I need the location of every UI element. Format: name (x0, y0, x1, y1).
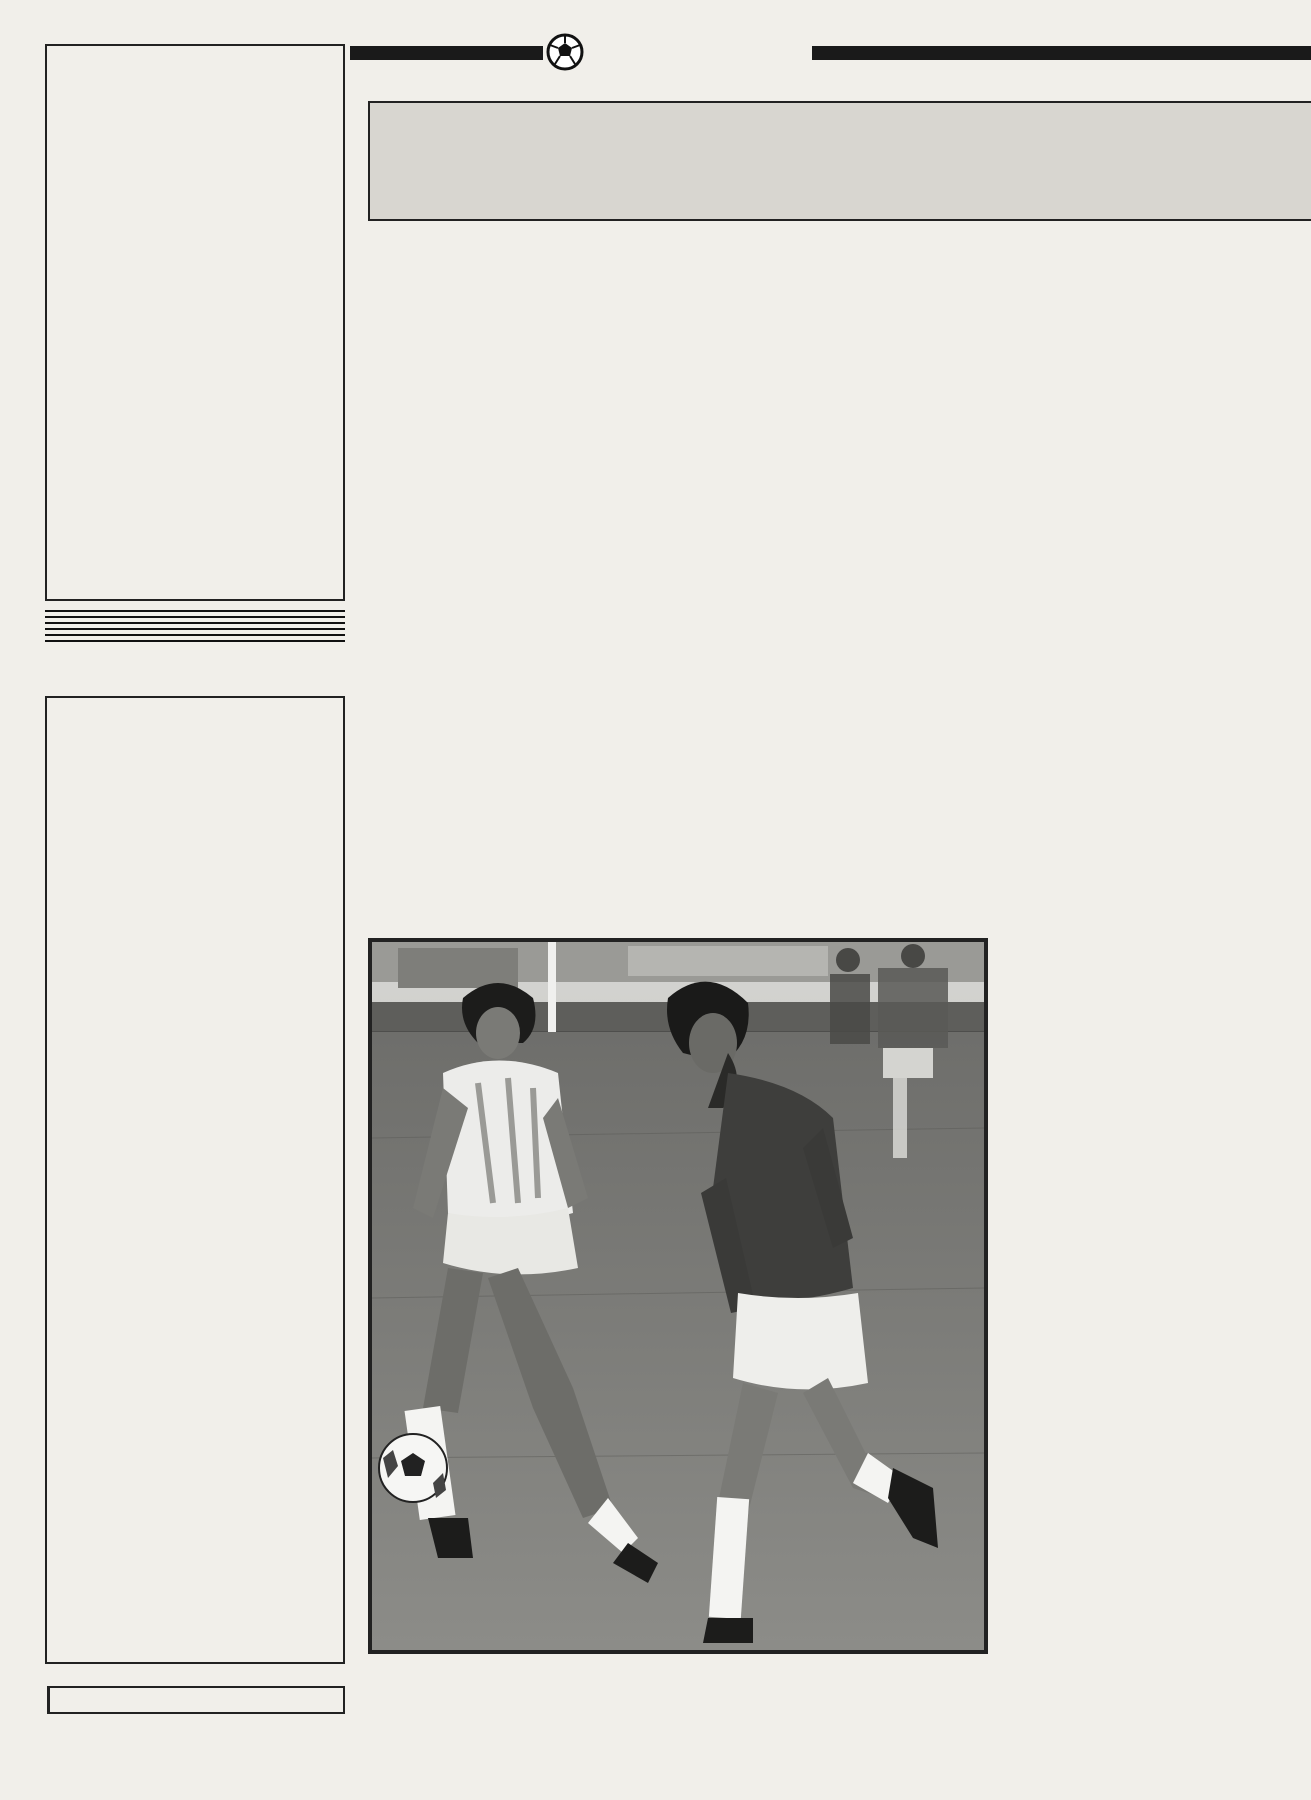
soccer-ball-icon (543, 28, 811, 76)
section-logo (543, 28, 811, 76)
header-rule-left (350, 46, 543, 60)
header-rule-right (812, 46, 1311, 60)
headline-box (368, 101, 1311, 221)
page-footer (47, 1686, 345, 1714)
toto-logo (45, 604, 345, 694)
article-column-3 (1008, 236, 1310, 1736)
toto-box-top (45, 44, 345, 601)
toto-sidebar (45, 44, 345, 1664)
match-photo (368, 938, 988, 1654)
toto-box-bottom (45, 696, 345, 1664)
